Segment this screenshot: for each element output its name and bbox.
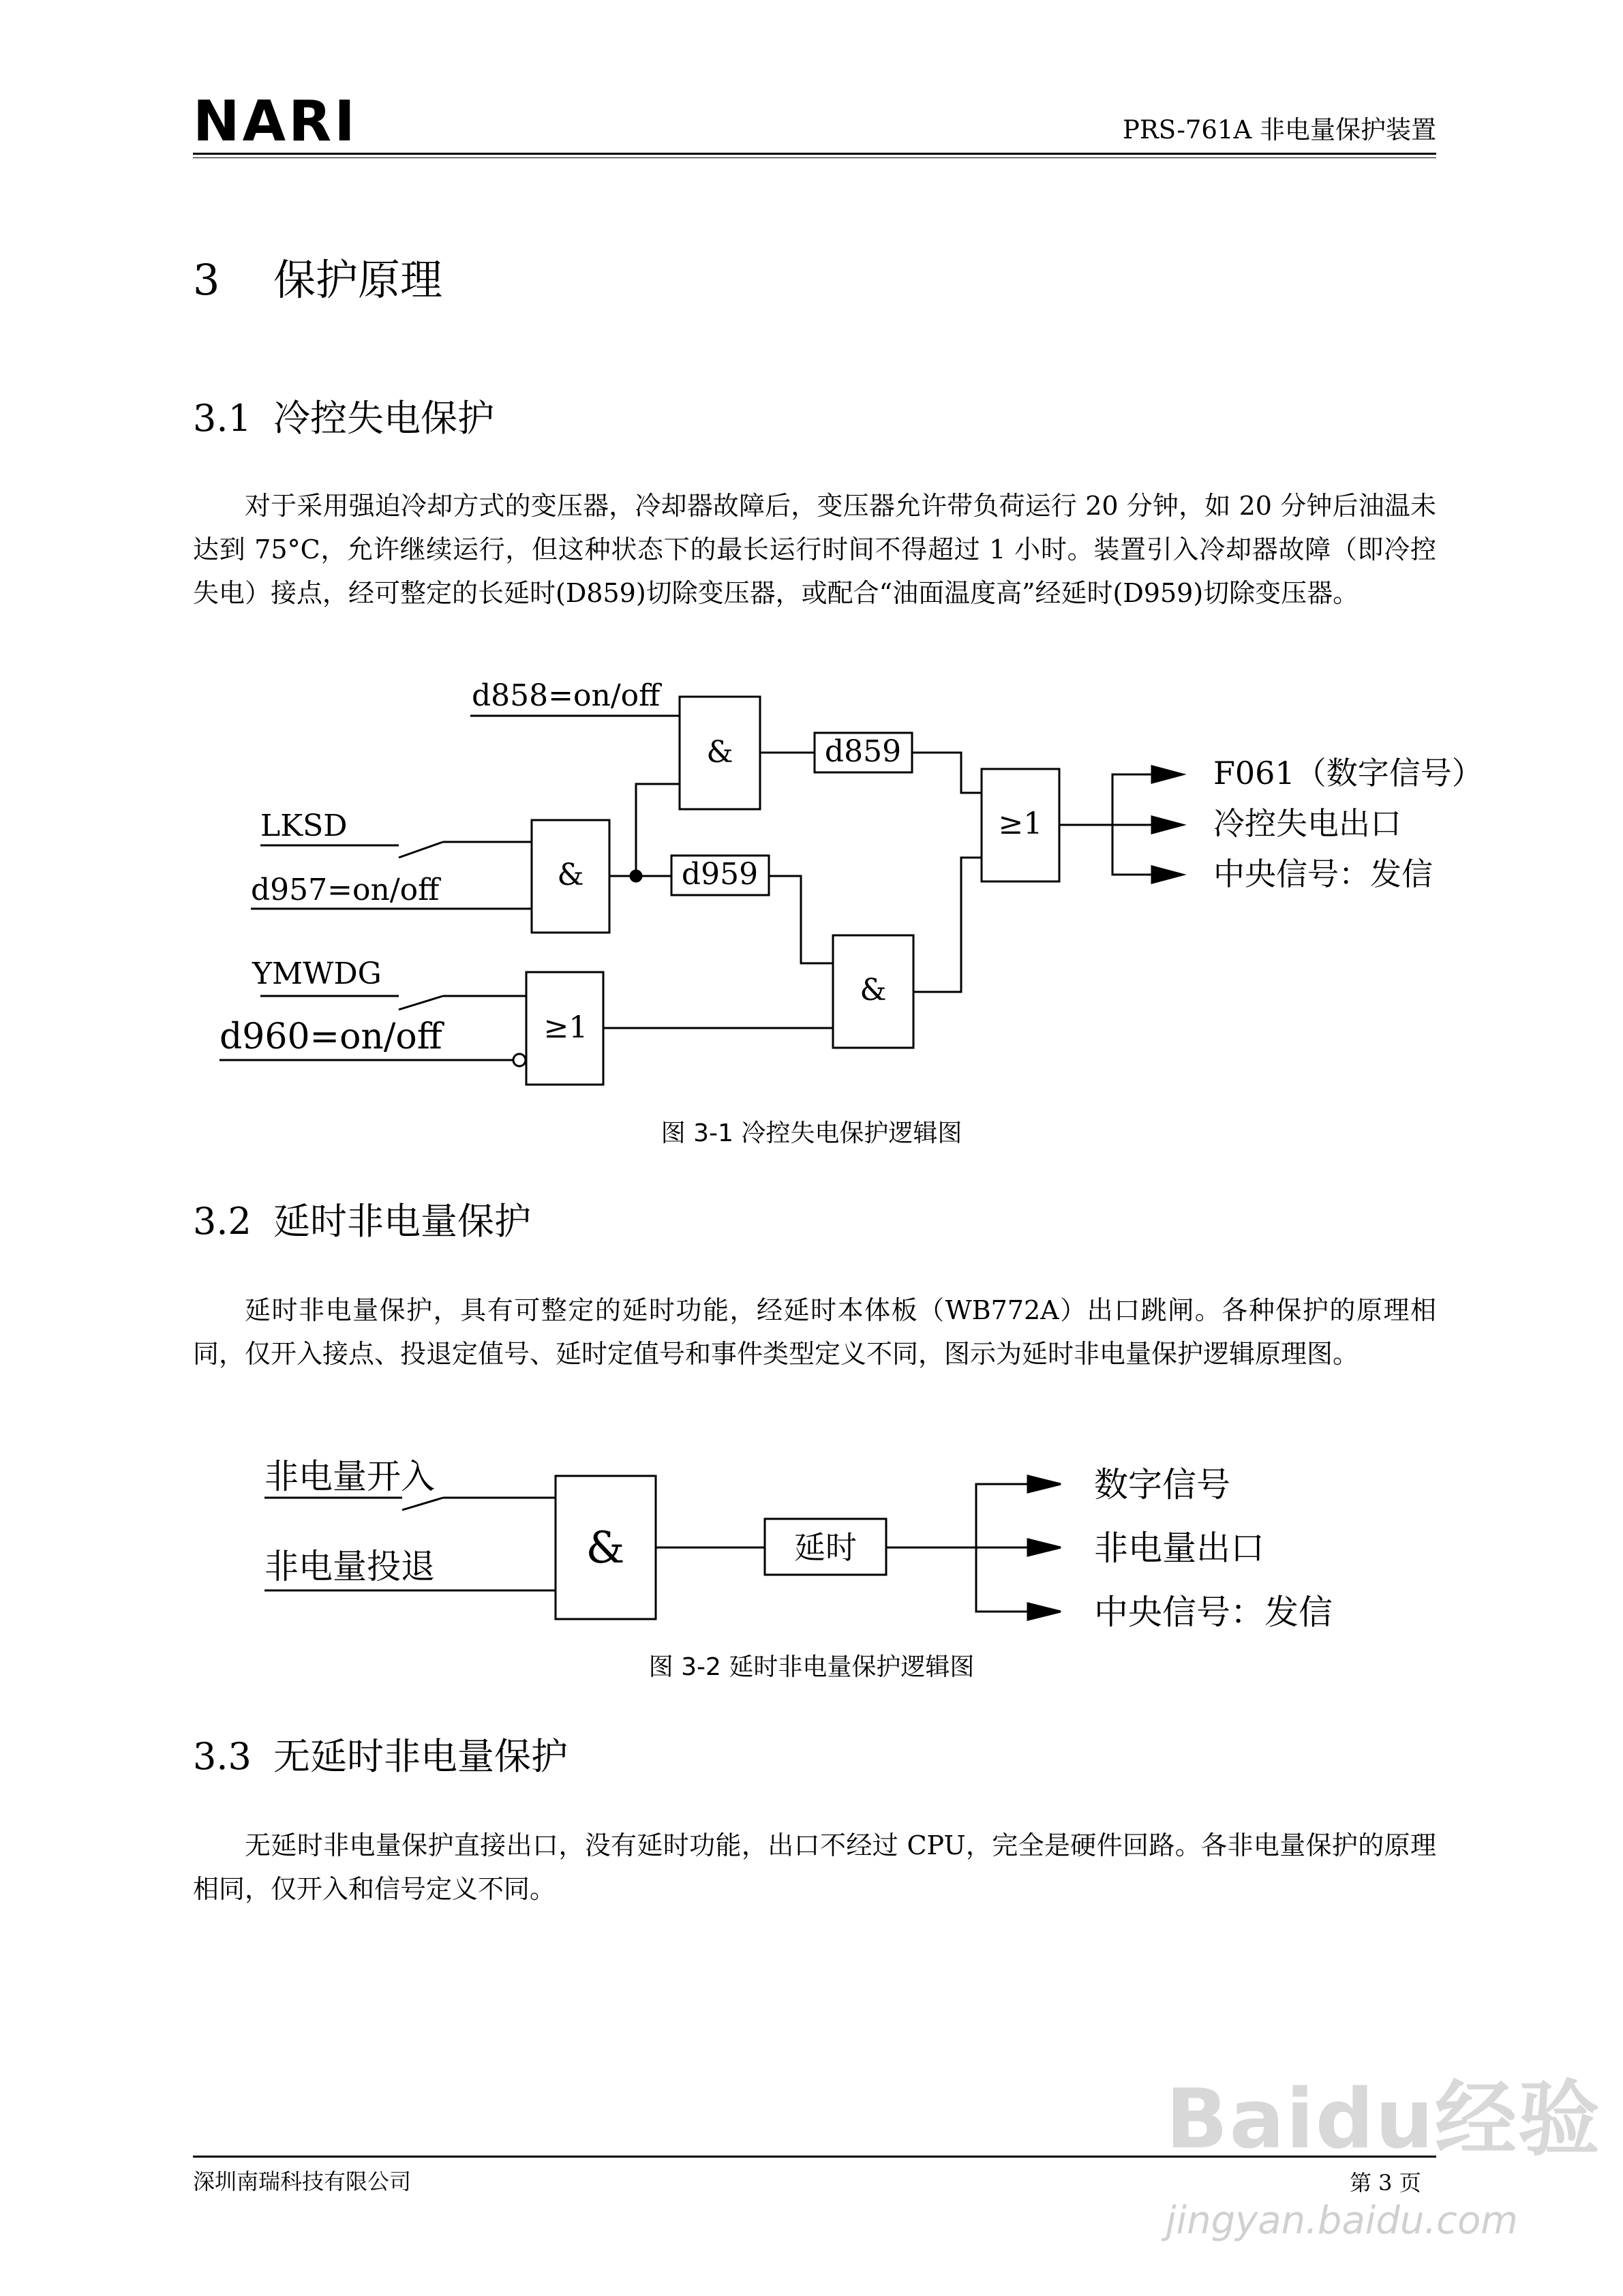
input-label-lksd: LKSD bbox=[260, 809, 348, 843]
delay-label: 延时 bbox=[794, 1529, 857, 1566]
footer-company: 深圳南瑞科技有限公司 bbox=[193, 2169, 412, 2194]
delay-d959-label: d959 bbox=[681, 857, 759, 892]
section-number: 3 bbox=[193, 255, 220, 305]
figure-3-2-caption: 图 3-2 延时非电量保护逻辑图 bbox=[648, 1653, 975, 1681]
gate-and-top-label: & bbox=[706, 735, 733, 770]
paragraph-3-2: 延时非电量保护，具有可整定的延时功能，经延时本体板（WB772A）出口跳闸。各种保护的原理相同，仅开入接点、投退定值号、延时定值号和事件类型定义不同，图示为延时非电量保护逻辑原理图。 bbox=[193, 1295, 1436, 1369]
wire-and-bottom-to-or bbox=[913, 858, 982, 992]
gate-and-left-label: & bbox=[557, 858, 584, 892]
arrow-output-2 bbox=[1152, 817, 1183, 833]
section-number: 3.1 bbox=[193, 397, 252, 440]
header-rule bbox=[193, 153, 1436, 155]
arrow-output-3 bbox=[1028, 1603, 1061, 1620]
section-title: 无延时非电量保护 bbox=[273, 1735, 568, 1778]
figure-3-1-logic-diagram bbox=[0, 668, 1623, 1118]
input-label-enable: 非电量投退 bbox=[264, 1547, 435, 1586]
switch-contact bbox=[402, 1498, 443, 1510]
input-label-d858: d858=on/off bbox=[472, 678, 661, 713]
section-heading-3 bbox=[193, 255, 443, 305]
paragraph-3-1: 对于采用强迫冷却方式的变压器，冷却器故障后，变压器允许带负荷运行 20 分钟，如 20 分钟后油温未达到 75°C，允许继续运行，但这种状态下的最长运行时间不得超过 1 小时。装置引入冷却器故障（即冷控失电）接点，经可整定的长延时(D859)切除变压器，或配合“油面温度高”经延时(D959)切除变压器。 bbox=[193, 491, 1436, 608]
arrow-output-2 bbox=[1028, 1539, 1061, 1556]
inverter-bubble bbox=[513, 1054, 526, 1066]
switch-contact-lksd bbox=[399, 842, 443, 858]
paragraph-3-3: 无延时非电量保护直接出口，没有延时功能，出口不经过 CPU，完全是硬件回路。各非电量保护的原理相同，仅开入和信号定义不同。 bbox=[193, 1830, 1436, 1904]
gate-and-label: & bbox=[586, 1523, 625, 1573]
section-title: 冷控失电保护 bbox=[273, 397, 494, 440]
nari-logo: NARI bbox=[193, 89, 358, 154]
wire-d959-to-and-bottom bbox=[769, 876, 833, 963]
section-heading-3-1 bbox=[193, 397, 494, 440]
wire-junction-to-and-top bbox=[636, 784, 680, 876]
header-rule-thin bbox=[193, 157, 1436, 158]
section-title: 延时非电量保护 bbox=[273, 1200, 531, 1243]
arrow-output-1 bbox=[1152, 766, 1183, 783]
document-model-title: PRS-761A 非电量保护装置 bbox=[1122, 115, 1436, 145]
baidu-watermark-logo: Baidu经验 bbox=[1166, 2072, 1601, 2167]
section-number: 3.2 bbox=[193, 1200, 252, 1243]
gate-or-right-label: ≥1 bbox=[998, 806, 1043, 841]
figure-3-2-logic-diagram bbox=[0, 1438, 1623, 1650]
output-label-3: 中央信号：发信 bbox=[1094, 1592, 1333, 1632]
section-number: 3.3 bbox=[193, 1735, 252, 1778]
input-label-ymwdg: YMWDG bbox=[252, 956, 382, 991]
output-label-3: 中央信号：发信 bbox=[1213, 856, 1433, 892]
input-label-d957: d957=on/off bbox=[251, 873, 440, 907]
gate-or-left-label: ≥1 bbox=[543, 1010, 588, 1045]
output-label-2: 冷控失电出口 bbox=[1213, 805, 1401, 842]
section-heading-3-2 bbox=[193, 1200, 531, 1243]
figure-3-1-caption: 图 3-1 冷控失电保护逻辑图 bbox=[661, 1119, 962, 1147]
wire-d859-to-or bbox=[912, 753, 982, 793]
input-label-switch-in: 非电量开入 bbox=[264, 1457, 435, 1496]
footer-page-number: 第 3 页 bbox=[1350, 2170, 1421, 2196]
arrow-output-1 bbox=[1028, 1476, 1061, 1492]
baidu-watermark-url: jingyan.baidu.com bbox=[1166, 2199, 1518, 2243]
delay-d859-label: d859 bbox=[824, 734, 902, 769]
section-heading-3-3 bbox=[193, 1735, 568, 1778]
gate-and-bottom-label: & bbox=[860, 973, 887, 1008]
section-title: 保护原理 bbox=[273, 255, 443, 305]
output-label-1: 数字信号 bbox=[1094, 1465, 1230, 1505]
output-label-1: F061（数字信号） bbox=[1213, 755, 1483, 791]
input-label-d960: d960=on/off bbox=[219, 1016, 442, 1057]
output-label-2: 非电量出口 bbox=[1094, 1528, 1264, 1568]
footer-rule bbox=[193, 2156, 1436, 2158]
arrow-output-3 bbox=[1152, 866, 1183, 883]
switch-contact-ymwdg bbox=[399, 996, 443, 1010]
